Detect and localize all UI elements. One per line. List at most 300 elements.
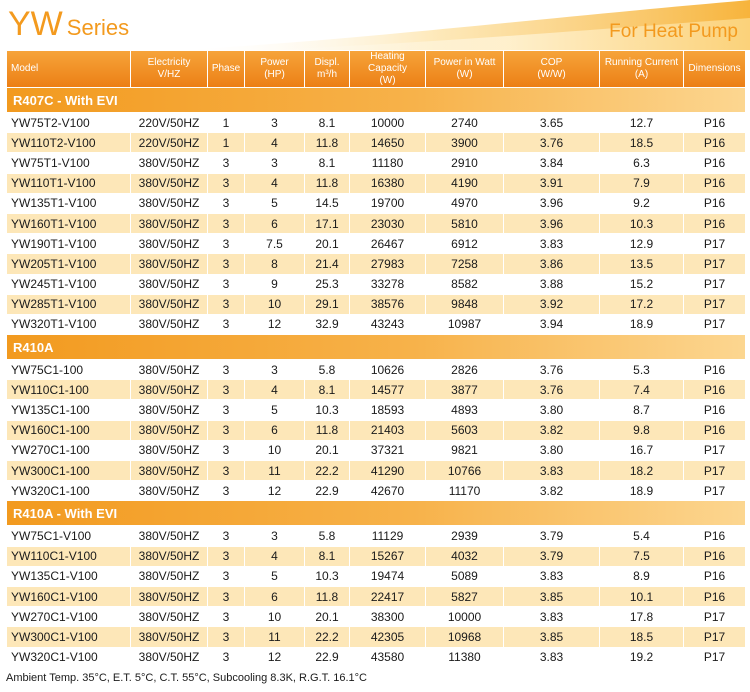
cell-cop: 3.86 <box>504 254 599 273</box>
cell-cop: 3.84 <box>504 153 599 172</box>
cell-power_watt: 2826 <box>426 360 503 379</box>
cell-current: 17.8 <box>600 607 683 626</box>
cell-electricity: 380V/50HZ <box>131 607 207 626</box>
table-row <box>7 607 745 626</box>
cell-model: YW300C1-100 <box>7 461 130 480</box>
column-header-label: Power <box>260 57 289 68</box>
cell-cop: 3.96 <box>504 194 599 213</box>
cell-heating: 11129 <box>350 526 425 545</box>
column-header-label: Heating Capacity <box>368 51 407 74</box>
cell-power_hp: 9 <box>245 275 304 294</box>
cell-dimensions: P17 <box>684 295 745 314</box>
cell-dimensions: P17 <box>684 234 745 253</box>
cell-current: 18.2 <box>600 461 683 480</box>
cell-power_watt: 10766 <box>426 461 503 480</box>
cell-displ: 10.3 <box>305 567 349 586</box>
cell-power_watt: 3900 <box>426 133 503 152</box>
cell-model: YW190T1-V100 <box>7 234 130 253</box>
cell-heating: 43580 <box>350 648 425 667</box>
cell-cop: 3.79 <box>504 526 599 545</box>
cell-model: YW110T2-V100 <box>7 133 130 152</box>
cell-electricity: 380V/50HZ <box>131 153 207 172</box>
cell-dimensions: P16 <box>684 567 745 586</box>
table-row <box>7 153 745 172</box>
spec-table <box>6 50 746 668</box>
cell-current: 12.7 <box>600 113 683 132</box>
cell-heating: 38300 <box>350 607 425 626</box>
cell-power_watt: 9848 <box>426 295 503 314</box>
table-row <box>7 400 745 419</box>
cell-phase: 3 <box>208 174 244 193</box>
column-header-label: m³/h <box>317 69 337 80</box>
cell-dimensions: P17 <box>684 481 745 500</box>
cell-model: YW160C1-100 <box>7 421 130 440</box>
cell-power_hp: 4 <box>245 380 304 399</box>
cell-model: YW75C1-100 <box>7 360 130 379</box>
cell-model: YW270C1-V100 <box>7 607 130 626</box>
cell-electricity: 380V/50HZ <box>131 380 207 399</box>
cell-power_hp: 12 <box>245 481 304 500</box>
cell-displ: 29.1 <box>305 295 349 314</box>
cell-dimensions: P17 <box>684 648 745 667</box>
table-row <box>7 547 745 566</box>
cell-displ: 5.8 <box>305 526 349 545</box>
cell-cop: 3.96 <box>504 214 599 233</box>
cell-cop: 3.80 <box>504 400 599 419</box>
cell-power_hp: 10 <box>245 295 304 314</box>
cell-displ: 22.9 <box>305 648 349 667</box>
cell-heating: 26467 <box>350 234 425 253</box>
cell-electricity: 380V/50HZ <box>131 421 207 440</box>
table-row <box>7 234 745 253</box>
cell-power_hp: 3 <box>245 153 304 172</box>
cell-heating: 37321 <box>350 441 425 460</box>
cell-electricity: 380V/50HZ <box>131 627 207 646</box>
cell-electricity: 380V/50HZ <box>131 567 207 586</box>
cell-model: YW160C1-V100 <box>7 587 130 606</box>
column-header-model <box>7 51 130 87</box>
cell-model: YW75T2-V100 <box>7 113 130 132</box>
cell-phase: 1 <box>208 133 244 152</box>
cell-heating: 33278 <box>350 275 425 294</box>
column-header-power_hp <box>245 51 304 87</box>
table-row <box>7 174 745 193</box>
cell-current: 18.9 <box>600 315 683 334</box>
cell-displ: 8.1 <box>305 113 349 132</box>
cell-heating: 42305 <box>350 627 425 646</box>
cell-dimensions: P16 <box>684 587 745 606</box>
table-row <box>7 441 745 460</box>
cell-current: 19.2 <box>600 648 683 667</box>
series-title-suffix: Series <box>66 15 130 40</box>
table-row <box>7 194 745 213</box>
cell-current: 5.4 <box>600 526 683 545</box>
cell-current: 5.3 <box>600 360 683 379</box>
cell-power_watt: 5089 <box>426 567 503 586</box>
cell-phase: 3 <box>208 547 244 566</box>
cell-electricity: 380V/50HZ <box>131 461 207 480</box>
cell-model: YW110C1-V100 <box>7 547 130 566</box>
cell-cop: 3.83 <box>504 234 599 253</box>
cell-power_hp: 12 <box>245 315 304 334</box>
cell-displ: 21.4 <box>305 254 349 273</box>
cell-power_watt: 9821 <box>426 441 503 460</box>
cell-phase: 3 <box>208 421 244 440</box>
section-header-row <box>7 335 745 359</box>
cell-power_hp: 11 <box>245 461 304 480</box>
section-title: R410A - With EVI <box>7 501 745 525</box>
cell-dimensions: P17 <box>684 627 745 646</box>
cell-displ: 5.8 <box>305 360 349 379</box>
cell-displ: 11.8 <box>305 174 349 193</box>
section-title: R410A <box>7 335 745 359</box>
cell-displ: 10.3 <box>305 400 349 419</box>
cell-phase: 3 <box>208 400 244 419</box>
cell-phase: 3 <box>208 234 244 253</box>
cell-power_watt: 10968 <box>426 627 503 646</box>
cell-model: YW135T1-V100 <box>7 194 130 213</box>
cell-power_watt: 10000 <box>426 607 503 626</box>
cell-phase: 3 <box>208 481 244 500</box>
cell-electricity: 380V/50HZ <box>131 648 207 667</box>
table-row <box>7 587 745 606</box>
column-header-label: COP <box>540 57 563 68</box>
cell-displ: 11.8 <box>305 587 349 606</box>
cell-power_watt: 4190 <box>426 174 503 193</box>
cell-dimensions: P16 <box>684 400 745 419</box>
cell-heating: 10000 <box>350 113 425 132</box>
cell-current: 9.2 <box>600 194 683 213</box>
column-header-label: Model <box>11 63 39 74</box>
cell-phase: 3 <box>208 607 244 626</box>
cell-power_watt: 10987 <box>426 315 503 334</box>
cell-electricity: 380V/50HZ <box>131 234 207 253</box>
table-body <box>7 88 745 667</box>
column-header-label: Displ. <box>314 57 340 68</box>
cell-displ: 11.8 <box>305 133 349 152</box>
cell-electricity: 380V/50HZ <box>131 441 207 460</box>
cell-current: 15.2 <box>600 275 683 294</box>
cell-heating: 42670 <box>350 481 425 500</box>
cell-dimensions: P17 <box>684 315 745 334</box>
cell-power_watt: 11170 <box>426 481 503 500</box>
cell-cop: 3.82 <box>504 421 599 440</box>
cell-cop: 3.76 <box>504 133 599 152</box>
cell-cop: 3.83 <box>504 461 599 480</box>
column-header-label: Phase <box>211 63 241 74</box>
cell-power_hp: 6 <box>245 214 304 233</box>
cell-heating: 22417 <box>350 587 425 606</box>
cell-displ: 17.1 <box>305 214 349 233</box>
cell-displ: 22.2 <box>305 461 349 480</box>
page-subtitle: For Heat Pump <box>609 21 738 42</box>
table-row <box>7 214 745 233</box>
cell-power_watt: 5827 <box>426 587 503 606</box>
cell-cop: 3.76 <box>504 380 599 399</box>
cell-phase: 3 <box>208 587 244 606</box>
cell-displ: 8.1 <box>305 380 349 399</box>
cell-dimensions: P17 <box>684 254 745 273</box>
cell-dimensions: P16 <box>684 153 745 172</box>
cell-phase: 3 <box>208 627 244 646</box>
cell-displ: 20.1 <box>305 607 349 626</box>
cell-cop: 3.88 <box>504 275 599 294</box>
table-header-row <box>7 51 745 87</box>
cell-power_hp: 12 <box>245 648 304 667</box>
cell-heating: 16380 <box>350 174 425 193</box>
column-header-label: Power in Watt <box>433 57 496 68</box>
cell-phase: 3 <box>208 461 244 480</box>
cell-dimensions: P16 <box>684 194 745 213</box>
cell-cop: 3.85 <box>504 627 599 646</box>
column-header-heating <box>350 51 425 87</box>
cell-power_watt: 4970 <box>426 194 503 213</box>
cell-power_watt: 11380 <box>426 648 503 667</box>
cell-displ: 32.9 <box>305 315 349 334</box>
table-row <box>7 380 745 399</box>
cell-dimensions: P16 <box>684 360 745 379</box>
cell-current: 10.3 <box>600 214 683 233</box>
cell-displ: 20.1 <box>305 441 349 460</box>
cell-heating: 43243 <box>350 315 425 334</box>
cell-phase: 3 <box>208 526 244 545</box>
test-conditions-footnote: Ambient Temp. 35°C, E.T. 5°C, C.T. 55°C, Subcooling 8.3K, R.G.T. 16.1°C <box>6 672 367 684</box>
table-row <box>7 295 745 314</box>
column-header-label: (W/W) <box>537 69 566 80</box>
cell-power_watt: 2939 <box>426 526 503 545</box>
cell-electricity: 380V/50HZ <box>131 400 207 419</box>
cell-current: 13.5 <box>600 254 683 273</box>
cell-displ: 22.2 <box>305 627 349 646</box>
cell-dimensions: P16 <box>684 174 745 193</box>
column-header-label: (W) <box>456 69 473 80</box>
cell-current: 10.1 <box>600 587 683 606</box>
cell-model: YW205T1-V100 <box>7 254 130 273</box>
cell-phase: 3 <box>208 567 244 586</box>
cell-model: YW300C1-V100 <box>7 627 130 646</box>
cell-cop: 3.94 <box>504 315 599 334</box>
cell-cop: 3.92 <box>504 295 599 314</box>
cell-power_hp: 3 <box>245 113 304 132</box>
cell-model: YW285T1-V100 <box>7 295 130 314</box>
cell-model: YW160T1-V100 <box>7 214 130 233</box>
cell-current: 18.5 <box>600 133 683 152</box>
cell-heating: 18593 <box>350 400 425 419</box>
cell-model: YW110C1-100 <box>7 380 130 399</box>
cell-cop: 3.79 <box>504 547 599 566</box>
cell-power_watt: 5810 <box>426 214 503 233</box>
cell-model: YW245T1-V100 <box>7 275 130 294</box>
cell-power_watt: 4893 <box>426 400 503 419</box>
cell-dimensions: P17 <box>684 461 745 480</box>
cell-dimensions: P17 <box>684 275 745 294</box>
table-row <box>7 421 745 440</box>
cell-power_hp: 5 <box>245 400 304 419</box>
table-row <box>7 133 745 152</box>
cell-current: 8.7 <box>600 400 683 419</box>
cell-power_hp: 3 <box>245 526 304 545</box>
cell-current: 8.9 <box>600 567 683 586</box>
table-row <box>7 648 745 667</box>
cell-cop: 3.82 <box>504 481 599 500</box>
cell-current: 17.2 <box>600 295 683 314</box>
cell-heating: 41290 <box>350 461 425 480</box>
cell-phase: 3 <box>208 275 244 294</box>
column-header-label: (HP) <box>264 69 285 80</box>
cell-current: 7.4 <box>600 380 683 399</box>
cell-power_hp: 10 <box>245 607 304 626</box>
cell-heating: 19474 <box>350 567 425 586</box>
cell-current: 9.8 <box>600 421 683 440</box>
cell-power_watt: 3877 <box>426 380 503 399</box>
cell-displ: 22.9 <box>305 481 349 500</box>
cell-current: 16.7 <box>600 441 683 460</box>
cell-displ: 8.1 <box>305 153 349 172</box>
cell-displ: 14.5 <box>305 194 349 213</box>
cell-dimensions: P17 <box>684 441 745 460</box>
cell-model: YW320C1-100 <box>7 481 130 500</box>
cell-power_hp: 4 <box>245 133 304 152</box>
cell-dimensions: P16 <box>684 113 745 132</box>
cell-heating: 14650 <box>350 133 425 152</box>
cell-phase: 3 <box>208 194 244 213</box>
cell-displ: 11.8 <box>305 421 349 440</box>
cell-electricity: 380V/50HZ <box>131 526 207 545</box>
cell-power_hp: 4 <box>245 174 304 193</box>
cell-model: YW75T1-V100 <box>7 153 130 172</box>
cell-phase: 3 <box>208 315 244 334</box>
cell-heating: 14577 <box>350 380 425 399</box>
cell-dimensions: P16 <box>684 380 745 399</box>
column-header-label: (W) <box>379 75 396 86</box>
cell-electricity: 380V/50HZ <box>131 214 207 233</box>
table-row <box>7 461 745 480</box>
table-row <box>7 254 745 273</box>
column-header-dimensions <box>684 51 745 87</box>
cell-phase: 3 <box>208 360 244 379</box>
cell-power_hp: 5 <box>245 567 304 586</box>
page-header <box>0 0 750 50</box>
cell-power_watt: 2910 <box>426 153 503 172</box>
cell-model: YW110T1-V100 <box>7 174 130 193</box>
column-header-cop <box>504 51 599 87</box>
cell-cop: 3.85 <box>504 587 599 606</box>
column-header-phase <box>208 51 244 87</box>
cell-electricity: 380V/50HZ <box>131 295 207 314</box>
table-row <box>7 481 745 500</box>
cell-model: YW320T1-V100 <box>7 315 130 334</box>
cell-model: YW135C1-V100 <box>7 567 130 586</box>
cell-electricity: 380V/50HZ <box>131 547 207 566</box>
cell-phase: 3 <box>208 648 244 667</box>
cell-power_hp: 3 <box>245 360 304 379</box>
cell-power_watt: 8582 <box>426 275 503 294</box>
cell-phase: 3 <box>208 153 244 172</box>
cell-electricity: 380V/50HZ <box>131 174 207 193</box>
cell-phase: 3 <box>208 214 244 233</box>
cell-power_hp: 6 <box>245 587 304 606</box>
cell-current: 7.5 <box>600 547 683 566</box>
table-row <box>7 275 745 294</box>
cell-cop: 3.83 <box>504 648 599 667</box>
cell-model: YW135C1-100 <box>7 400 130 419</box>
table-row <box>7 315 745 334</box>
cell-cop: 3.80 <box>504 441 599 460</box>
cell-heating: 23030 <box>350 214 425 233</box>
column-header-label: V/HZ <box>157 69 181 80</box>
series-title-main: YW <box>8 5 63 43</box>
section-title: R407C - With EVI <box>7 88 745 112</box>
cell-power_hp: 11 <box>245 627 304 646</box>
cell-model: YW320C1-V100 <box>7 648 130 667</box>
cell-power_hp: 7.5 <box>245 234 304 253</box>
cell-displ: 25.3 <box>305 275 349 294</box>
cell-power_hp: 10 <box>245 441 304 460</box>
table-row <box>7 360 745 379</box>
cell-electricity: 380V/50HZ <box>131 275 207 294</box>
cell-heating: 15267 <box>350 547 425 566</box>
table-row <box>7 526 745 545</box>
cell-power_hp: 5 <box>245 194 304 213</box>
cell-electricity: 380V/50HZ <box>131 315 207 334</box>
table-row <box>7 627 745 646</box>
cell-phase: 3 <box>208 380 244 399</box>
cell-power_watt: 4032 <box>426 547 503 566</box>
cell-electricity: 380V/50HZ <box>131 587 207 606</box>
cell-heating: 27983 <box>350 254 425 273</box>
column-header-displ <box>305 51 349 87</box>
cell-dimensions: P16 <box>684 547 745 566</box>
cell-dimensions: P16 <box>684 214 745 233</box>
cell-dimensions: P16 <box>684 526 745 545</box>
cell-heating: 38576 <box>350 295 425 314</box>
table-row <box>7 113 745 132</box>
cell-cop: 3.65 <box>504 113 599 132</box>
table-row <box>7 567 745 586</box>
cell-cop: 3.91 <box>504 174 599 193</box>
cell-power_hp: 4 <box>245 547 304 566</box>
cell-heating: 19700 <box>350 194 425 213</box>
cell-electricity: 380V/50HZ <box>131 481 207 500</box>
cell-electricity: 380V/50HZ <box>131 254 207 273</box>
cell-phase: 3 <box>208 441 244 460</box>
cell-electricity: 220V/50HZ <box>131 133 207 152</box>
cell-current: 18.5 <box>600 627 683 646</box>
cell-power_watt: 5603 <box>426 421 503 440</box>
column-header-label: Running Current <box>604 57 679 68</box>
cell-dimensions: P17 <box>684 607 745 626</box>
cell-displ: 8.1 <box>305 547 349 566</box>
column-header-label: (A) <box>634 69 649 80</box>
column-header-electricity <box>131 51 207 87</box>
cell-current: 6.3 <box>600 153 683 172</box>
cell-phase: 3 <box>208 254 244 273</box>
cell-displ: 20.1 <box>305 234 349 253</box>
cell-cop: 3.76 <box>504 360 599 379</box>
cell-current: 18.9 <box>600 481 683 500</box>
cell-electricity: 380V/50HZ <box>131 360 207 379</box>
section-header-row <box>7 88 745 112</box>
cell-cop: 3.83 <box>504 567 599 586</box>
section-header-row <box>7 501 745 525</box>
cell-dimensions: P16 <box>684 133 745 152</box>
column-header-current <box>600 51 683 87</box>
cell-heating: 10626 <box>350 360 425 379</box>
cell-power_watt: 2740 <box>426 113 503 132</box>
cell-phase: 1 <box>208 113 244 132</box>
column-header-power_watt <box>426 51 503 87</box>
cell-cop: 3.83 <box>504 607 599 626</box>
